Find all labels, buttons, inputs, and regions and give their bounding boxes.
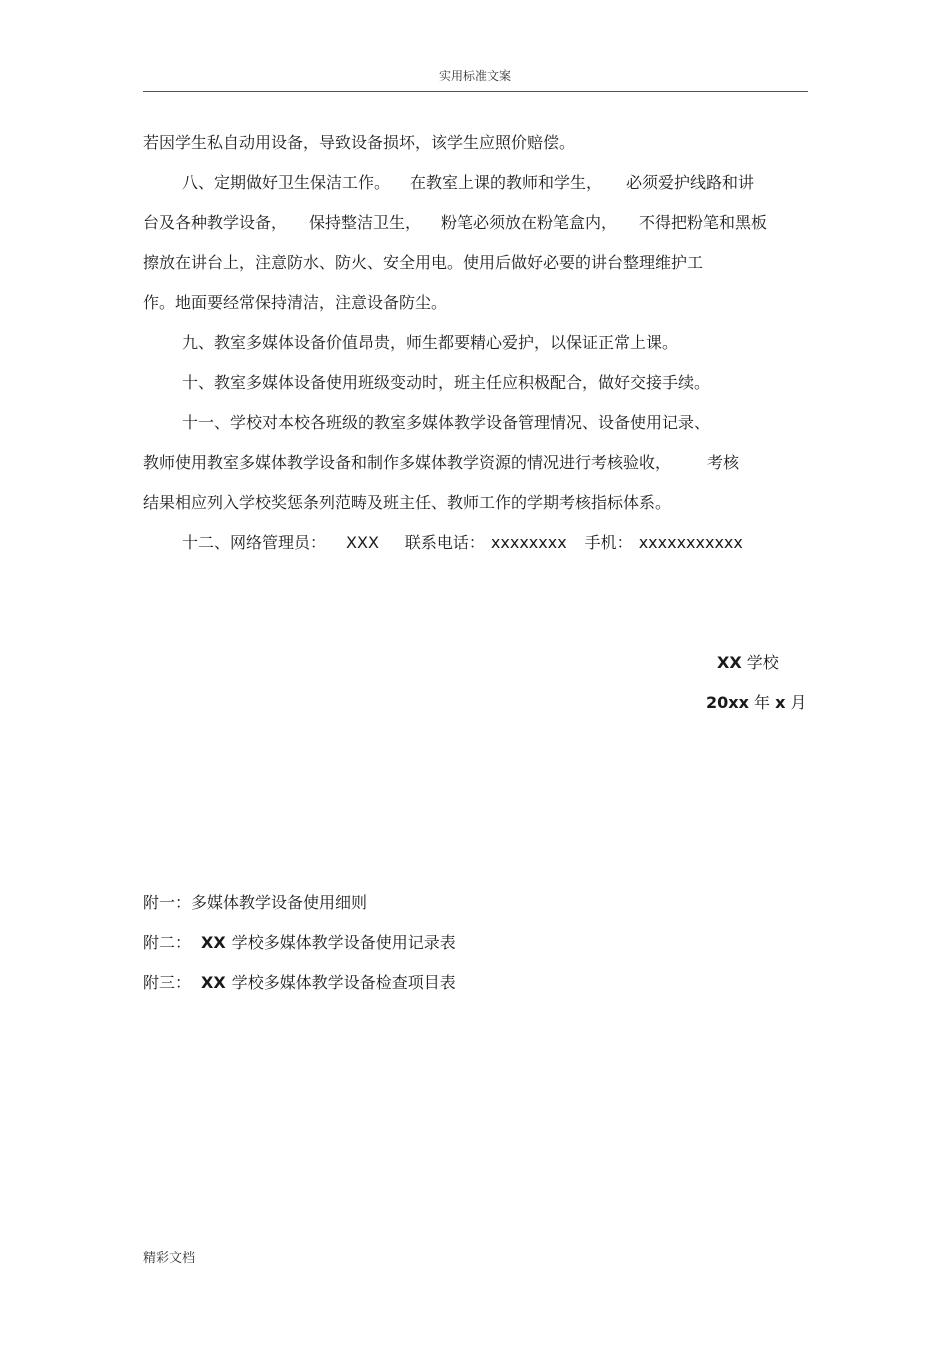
paragraph-11-line-1: 十一、学校对本校各班级的教室多媒体教学设备管理情况、设备使用记录、 xyxy=(182,413,711,432)
p8-l2-b: 保持整洁卫生， xyxy=(309,213,422,232)
p8-l1-b: 在教室上课的教师和学生， xyxy=(410,173,603,192)
mobile-value: xxxxxxxxxxx xyxy=(638,533,743,552)
header-divider xyxy=(143,91,808,92)
appendix-1 xyxy=(143,892,808,914)
paragraph-7-tail: 若因学生私自动用设备，导致设备损坏，该学生应照价赔偿。 xyxy=(143,133,576,152)
appendix-2 xyxy=(143,932,808,954)
signature-date xyxy=(706,692,807,714)
paragraph-8-line-4: 作。地面要经常保持清洁，注意设备防尘。 xyxy=(143,293,448,312)
paragraph-9: 九、教室多媒体设备价值昂贵，师生都要精心爱护，以保证正常上课。 xyxy=(182,333,679,352)
paragraph-8-line-3: 擦放在讲台上，注意防水、防火、安全用电。使用后做好必要的讲台整理维护工 xyxy=(143,253,704,272)
paragraph-11-line-2 xyxy=(143,452,808,474)
date-year: 20xx xyxy=(706,693,749,712)
date-month-char: 月 xyxy=(790,693,807,712)
date-year-char: 年 xyxy=(754,693,771,712)
paragraph-10: 十、教室多媒体设备使用班级变动时，班主任应积极配合，做好交接手续。 xyxy=(182,373,711,392)
p8-l1-a: 八、定期做好卫生保洁工作。 xyxy=(182,173,391,192)
signature-school xyxy=(717,652,779,674)
phone-label: 联系电话： xyxy=(404,533,485,552)
phone-value: xxxxxxxx xyxy=(490,533,567,552)
page-footer-text: 精彩文档 xyxy=(143,1251,196,1266)
paragraph-8-line-2 xyxy=(143,212,808,234)
network-admin-label: 十二、网络管理员： xyxy=(182,533,327,552)
p8-l2-a: 台及各种教学设备， xyxy=(143,213,288,232)
appendix-1-label: 附一： xyxy=(143,893,192,912)
date-month: x xyxy=(775,693,786,712)
school-suffix: 学校 xyxy=(746,653,779,672)
paragraph-12 xyxy=(182,532,808,554)
p11-l2-a: 教师使用教室多媒体教学设备和制作多媒体教学资源的情况进行考核验收， xyxy=(143,453,672,472)
p8-l2-d: 不得把粉笔和黑板 xyxy=(639,213,768,232)
mobile-label: 手机： xyxy=(584,533,633,552)
page-header-title: 实用标准文案 xyxy=(438,69,511,83)
appendix-3-text: 学校多媒体教学设备检查项目表 xyxy=(231,973,456,992)
p11-l2-b: 考核 xyxy=(707,453,740,472)
p8-l1-c: 必须爱护线路和讲 xyxy=(626,173,755,192)
appendix-1-text: 多媒体教学设备使用细则 xyxy=(191,893,368,912)
appendix-2-prefix: XX xyxy=(201,933,226,952)
appendix-3-prefix: XX xyxy=(201,973,226,992)
school-prefix: XX xyxy=(717,653,742,672)
appendix-3-label: 附三： xyxy=(143,973,192,992)
p8-l2-c: 粉笔必须放在粉笔盒内， xyxy=(441,213,618,232)
appendix-2-text: 学校多媒体教学设备使用记录表 xyxy=(231,933,456,952)
appendix-2-label: 附二： xyxy=(143,933,192,952)
paragraph-11-line-3: 结果相应列入学校奖惩条列范畴及班主任、教师工作的学期考核指标体系。 xyxy=(143,493,672,512)
network-admin-name: XXX xyxy=(346,533,379,552)
paragraph-8-line-1 xyxy=(182,172,808,194)
appendix-3 xyxy=(143,972,808,994)
